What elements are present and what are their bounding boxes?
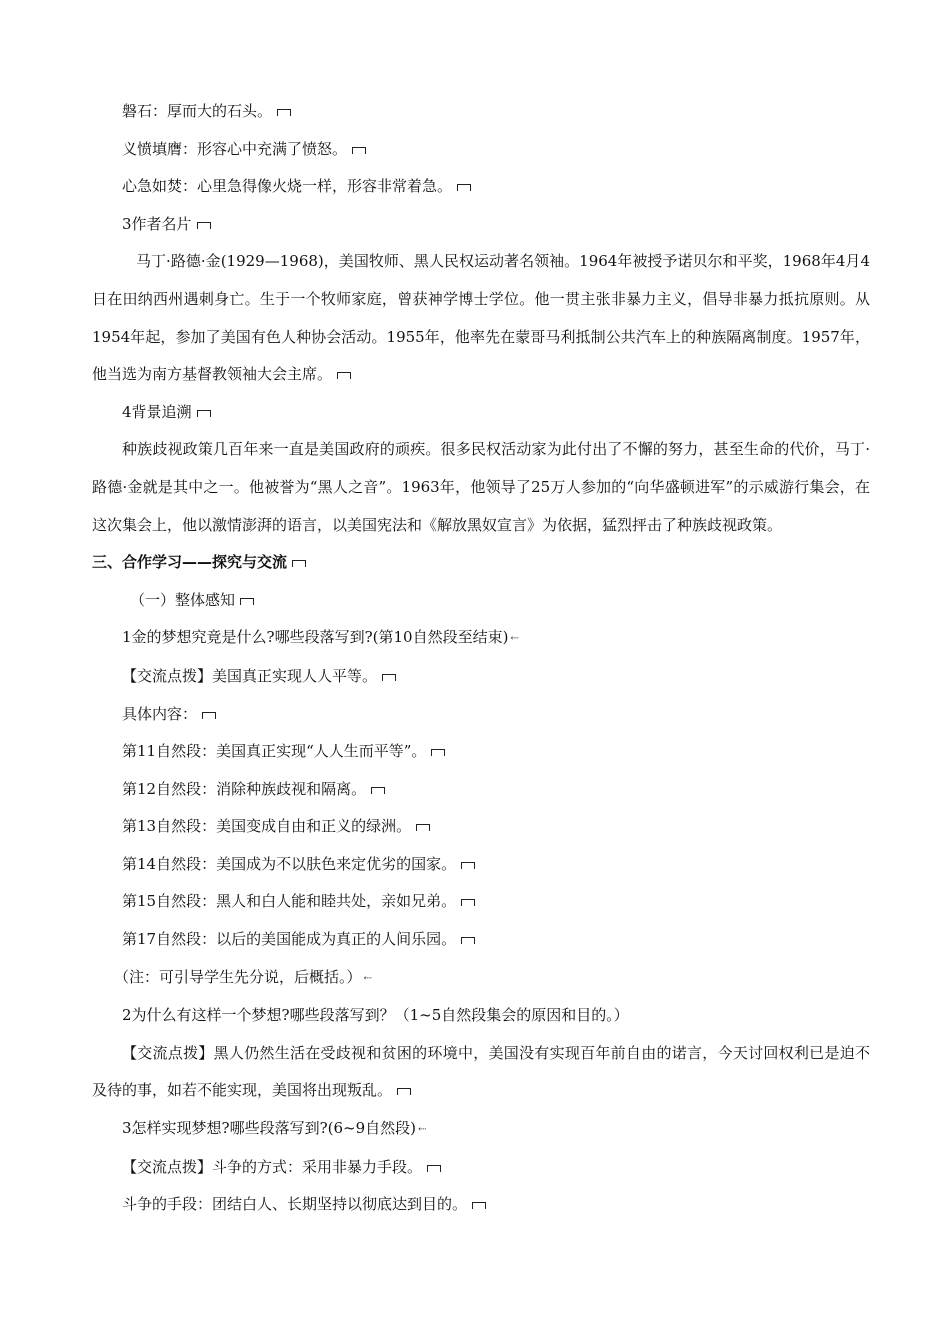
text: 第13自然段：美国变成自由和正义的绿洲。 — [122, 817, 412, 836]
content-line — [92, 696, 870, 734]
paragraph-mark-icon — [461, 898, 475, 908]
answer-line — [92, 1149, 870, 1187]
definition-line — [92, 168, 870, 206]
paragraph-mark-icon — [427, 1164, 441, 1174]
paragraph-mark-icon — [371, 786, 385, 796]
section-heading — [92, 394, 870, 432]
background-paragraph — [92, 431, 870, 544]
paragraph-mark-icon — [382, 673, 396, 683]
text: （一）整体感知 — [130, 590, 236, 609]
line-break-icon: ⇠ — [510, 633, 519, 645]
paragraph-mark-icon — [416, 823, 430, 833]
chapter-heading — [92, 544, 870, 582]
paragraph-mark-icon — [397, 1087, 411, 1097]
paragraph-mark-icon — [202, 711, 216, 721]
text: 具体内容： — [122, 704, 198, 723]
paragraph-mark-icon — [197, 221, 211, 231]
question-line — [92, 997, 870, 1035]
text: 第12自然段：消除种族歧视和隔离。 — [122, 779, 367, 798]
text: 马丁·路德·金(1929—1968)，美国牧师、黑人民权运动著名领袖。1964年被授予诺贝尔和平奖，1968年4月4日在田纳西州遇刺身亡。生于一个牧师家庭，曾获神学博士学位。他一贯主张非暴力主义，倡导非暴力抵抗原则。从1954年起，参加了美国有色人种协会活动。1955年，他率先在蒙哥马利抵制公共汽车上的种族隔离制度。1957年，他当选为南方基督教领袖大会主席。 — [92, 252, 870, 384]
text: 【交流点拨】美国真正实现人人平等。 — [122, 666, 378, 685]
answer-paragraph — [92, 1035, 870, 1110]
paragraph-mark-icon — [352, 146, 366, 156]
content-line — [92, 846, 870, 884]
text: 磐石：厚而大的石头。 — [122, 102, 273, 120]
paragraph-mark-icon — [461, 861, 475, 871]
text: 心急如焚：心里急得像火烧一样，形容非常着急。 — [122, 177, 453, 196]
answer-line — [92, 1186, 870, 1224]
definition-line — [92, 93, 870, 131]
author-paragraph — [92, 243, 870, 393]
question-line — [92, 1110, 870, 1149]
content-line — [92, 771, 870, 809]
question-line — [92, 619, 870, 658]
text: （注：可引导学生先分说，后概括。） — [114, 967, 362, 986]
line-break-icon: ⇠ — [363, 972, 372, 984]
content-line — [92, 921, 870, 959]
paragraph-mark-icon — [461, 936, 475, 946]
answer-line — [92, 658, 870, 696]
text: 1金的梦想究竟是什么?哪些段落写到?(第10自然段至结束) — [122, 628, 509, 647]
text: 3怎样实现梦想?哪些段落写到?(6~9自然段) — [122, 1119, 416, 1138]
text: 第11自然段：美国真正实现“人人生而平等”。 — [122, 742, 427, 761]
paragraph-mark-icon — [292, 559, 306, 569]
text: 第15自然段：黑人和白人能和睦共处，亲如兄弟。 — [122, 892, 457, 911]
text: 第14自然段：美国成为不以肤色来定优劣的国家。 — [122, 854, 457, 873]
paragraph-mark-icon — [240, 597, 254, 607]
text: 斗争的手段：团结白人、长期坚持以彻底达到目的。 — [122, 1195, 468, 1214]
definition-line — [92, 131, 870, 169]
text: 2为什么有这样一个梦想?哪些段落写到？（1~5自然段集会的原因和目的。） — [122, 1006, 629, 1025]
content-line — [92, 733, 870, 771]
text: 【交流点拨】黑人仍然生活在受歧视和贫困的环境中，美国没有实现百年前自由的诺言，今天讨回权利已是迫不及待的事，如若不能实现，美国将出现叛乱。 — [92, 1043, 870, 1100]
text: 义愤填膺：形容心中充满了愤怒。 — [122, 139, 348, 158]
paragraph-mark-icon — [457, 183, 471, 193]
paragraph-mark-icon — [472, 1201, 486, 1211]
content-line — [92, 808, 870, 846]
text: 4背景追溯 — [122, 402, 192, 421]
paragraph-mark-icon — [337, 371, 351, 381]
subsection-heading — [92, 582, 870, 620]
text: 3作者名片 — [122, 214, 192, 233]
text: 【交流点拨】斗争的方式：采用非暴力手段。 — [122, 1157, 423, 1176]
text: 第17自然段：以后的美国能成为真正的人间乐园。 — [122, 930, 457, 949]
section-heading — [92, 206, 870, 244]
content-line — [92, 883, 870, 921]
paragraph-mark-icon — [431, 748, 445, 758]
paragraph-mark-icon — [277, 108, 291, 118]
text: 种族歧视政策几百年来一直是美国政府的顽疾。很多民权活动家为此付出了不懈的努力，甚至生命的代价，马丁·路德·金就是其中之一。他被誉为“黑人之音”。1963年，他领导了25万人参加的“向华盛顿进军”的示威游行集会，在这次集会上，他以激情澎湃的语言，以美国宪法和《解放黑奴宣言》为依据，猛烈抨击了种族歧视政策。 — [92, 440, 870, 534]
note-line — [92, 959, 870, 998]
line-break-icon: ⇠ — [418, 1124, 427, 1136]
paragraph-mark-icon — [197, 409, 211, 419]
text: 三、合作学习——探究与交流 — [92, 553, 288, 572]
